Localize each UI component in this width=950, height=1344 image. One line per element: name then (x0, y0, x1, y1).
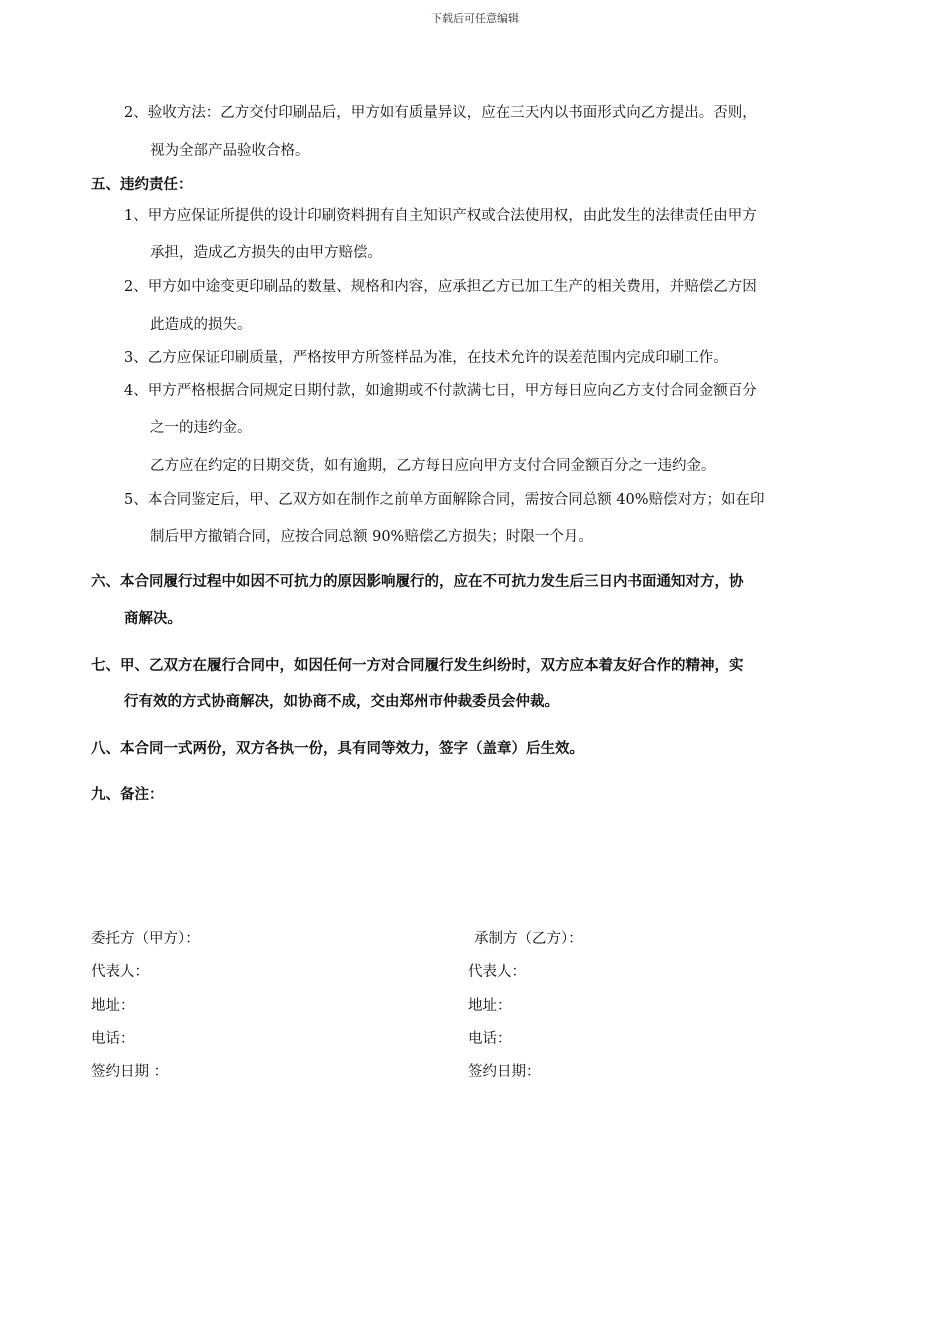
party-b-address-label: 地址： (468, 998, 512, 1014)
section-8: 八、本合同一式两份，双方各执一份，具有同等效力，签字（盖章）后生效。 (91, 741, 584, 757)
party-a-address-label: 地址： (91, 998, 135, 1014)
section-5-heading: 五、违约责任： (91, 177, 193, 193)
section-7-line1: 七、甲、乙双方在履行合同中，如因任何一方对合同履行发生纠纷时，双方应本着友好合作的精神，实 (91, 658, 744, 674)
clause-5-5-line1: 5、本合同鉴定后，甲、乙双方如在制作之前单方面解除合同，需按合同总额 40%赔偿对方；如在印 (124, 492, 765, 508)
party-b-rep-label: 代表人： (468, 964, 526, 980)
clause-5-2-line1: 2、甲方如中途变更印刷品的数量、规格和内容，应承担乙方已加工生产的相关费用，并赔偿乙方因 (124, 279, 757, 295)
clause-5-1-line1: 1、甲方应保证所提供的设计印刷资料拥有自主知识产权或合法使用权，由此发生的法律责任由甲方 (124, 208, 757, 224)
clause-5-5-line2: 制后甲方撤销合同，应按合同总额 90%赔偿乙方损失；时限一个月。 (150, 529, 593, 545)
clause-4-2-line1: 2、验收方法：乙方交付印刷品后，甲方如有质量异议，应在三天内以书面形式向乙方提出。否则， (124, 105, 757, 121)
section-7-line2: 行有效的方式协商解决，如协商不成，交由郑州市仲裁委员会仲裁。 (124, 694, 559, 710)
party-a-phone-label: 电话： (91, 1031, 135, 1047)
section-6-line2: 商解决。 (124, 611, 182, 627)
clause-5-3: 3、乙方应保证印刷质量，严格按甲方所签样品为准，在技术允许的误差范围内完成印刷工作。 (124, 350, 728, 366)
section-9-remarks: 九、备注： (91, 787, 164, 803)
clause-5-1-line2: 承担，造成乙方损失的由甲方赔偿。 (150, 245, 382, 261)
party-a-label: 委托方（甲方）： (91, 931, 200, 947)
clause-4-2-line2: 视为全部产品验收合格。 (150, 143, 310, 159)
clause-5-4-line3: 乙方应在约定的日期交货，如有逾期，乙方每日应向甲方支付合同金额百分之一违约金。 (150, 458, 716, 474)
clause-5-4-line1: 4、甲方严格根据合同规定日期付款，如逾期或不付款满七日，甲方每日应向乙方支付合同金额百分 (124, 383, 757, 399)
clause-5-2-line2: 此造成的损失。 (150, 317, 252, 333)
section-6-line1: 六、本合同履行过程中如因不可抗力的原因影响履行的，应在不可抗力发生后三日内书面通知对方，协 (91, 574, 744, 590)
party-b-label: 承制方（乙方）： (474, 931, 583, 947)
page-header: 下载后可任意编辑 (431, 12, 519, 25)
clause-5-4-line2: 之一的违约金。 (150, 420, 252, 436)
party-b-date-label: 签约日期： (468, 1064, 541, 1080)
party-a-date-label: 签约日期 ： (91, 1064, 169, 1080)
party-a-rep-label: 代表人： (91, 964, 149, 980)
party-b-phone-label: 电话： (468, 1031, 512, 1047)
